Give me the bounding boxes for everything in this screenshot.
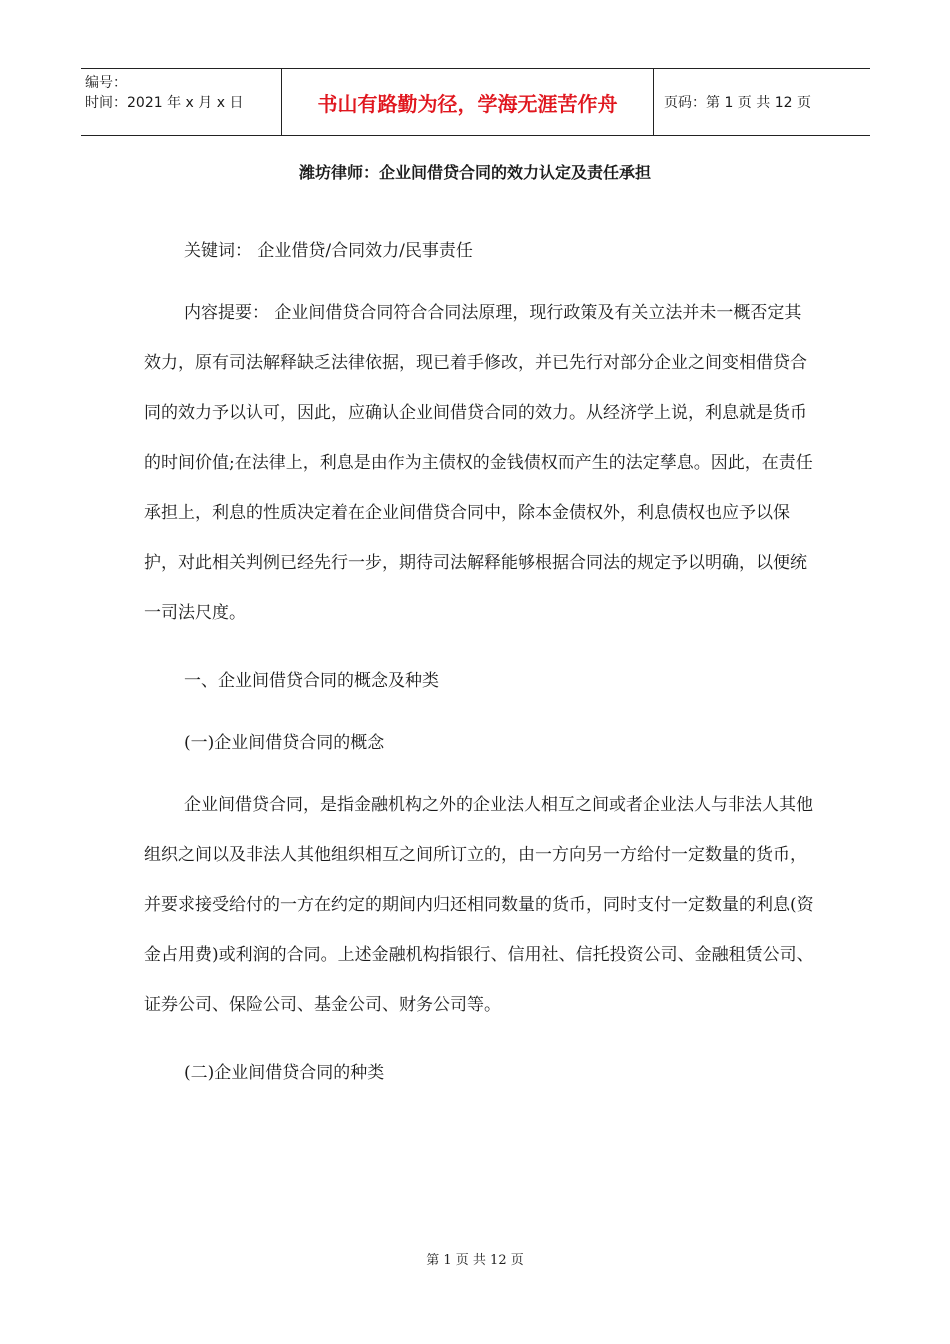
document-date: 时间：2021 年 x 月 x 日 [85, 95, 244, 111]
document-title: 潍坊律师：企业间借贷合同的效力认定及责任承担 [298, 163, 651, 182]
page-footer: 第 1 页 共 12 页 [426, 1253, 524, 1268]
header-meta-cell [81, 69, 281, 135]
document-header [81, 68, 870, 136]
keywords-paragraph: 关键词： 企业借贷/合同效力/民事责任 [184, 241, 473, 261]
document-body [144, 226, 816, 1110]
header-page-info: 页码：第 1 页 共 12 页 [664, 95, 811, 111]
section-heading-1: 一、企业间借贷合同的概念及种类 [184, 671, 439, 691]
subsection-heading-2: (二)企业间借贷合同的种类 [184, 1063, 385, 1083]
subsection-heading-1: (一)企业间借贷合同的概念 [184, 733, 385, 753]
document-number-label: 编号： [85, 75, 127, 91]
header-motto: 书山有路勤为径，学海无涯苦作舟 [281, 69, 654, 135]
abstract-paragraph: 内容提要： 企业间借贷合同符合合同法原理，现行政策及有关立法并未一概否定其效力，原有司法解释缺乏法律依据，现已着手修改，并已先行对部分企业之间变相借贷合同的效力予以认可，因此，应确认企业间借贷合同的效力。从经济学上说，利息就是货币的时间价值;在法律上，利息是由作为主债权的金钱债权而产生的法定孳息。因此，在责任承担上，利息的性质决定着在企业间借贷合同中，除本金债权外，利息债权也应予以保护，对此相关判例已经先行一步，期待司法解释能够根据合同法的规定予以明确，以便统一司法尺度。 [144, 303, 813, 623]
body-paragraph: 企业间借贷合同，是指金融机构之外的企业法人相互之间或者企业法人与非法人其他组织之间以及非法人其他组织相互之间所订立的，由一方向另一方给付一定数量的货币，并要求接受给付的一方在约定的期间内归还相同数量的货币，同时支付一定数量的利息(资金占用费)或利润的合同。上述金融机构指银行、信用社、信托投资公司、金融租赁公司、证券公司、保险公司、基金公司、财务公司等。 [144, 795, 814, 1015]
